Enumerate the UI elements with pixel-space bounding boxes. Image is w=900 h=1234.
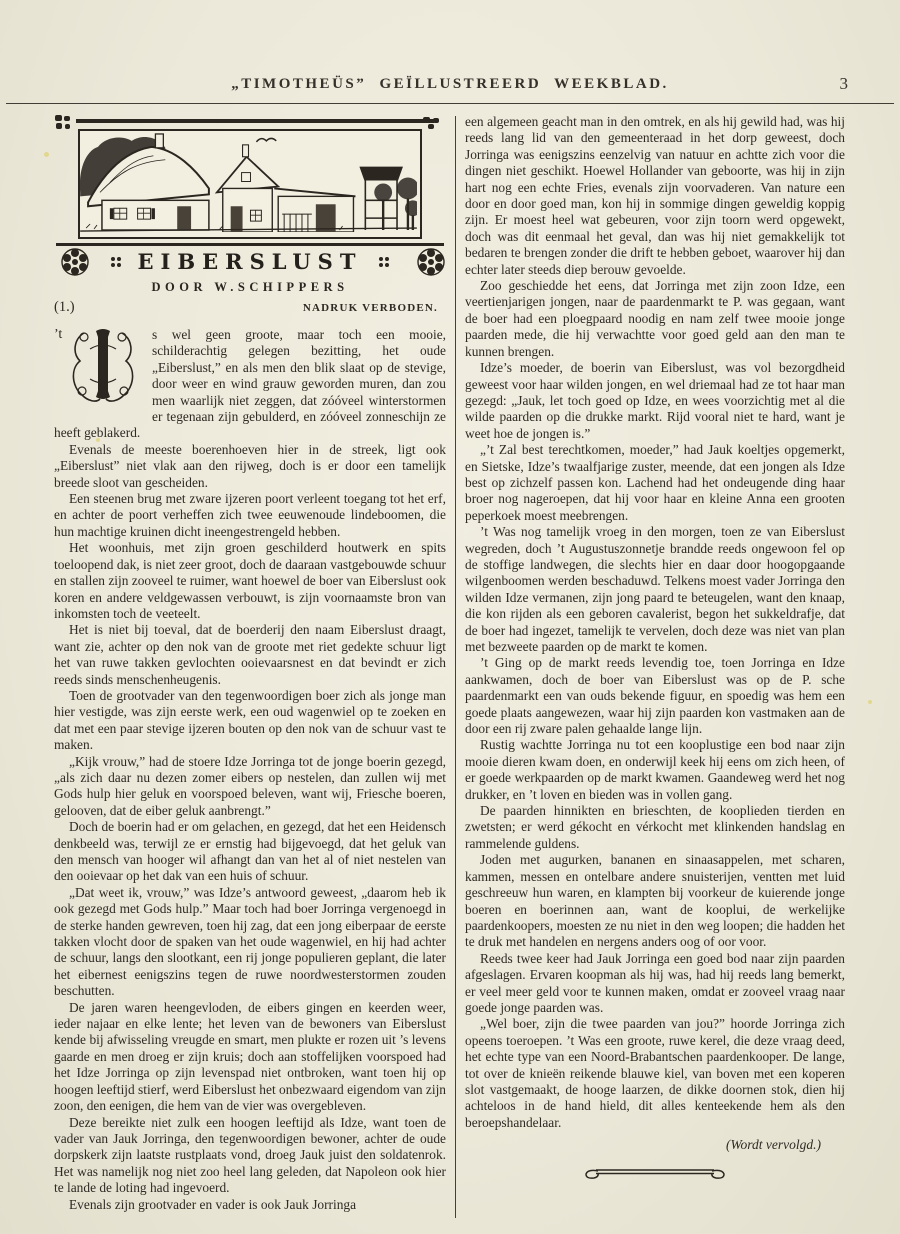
paragraph: Het woonhuis, met zijn groen geschilderd houtwerk en spits toeloopend dak, is niet zeer groot, doch de daaraan vastgebouwde schuur en stallen zijn zooveel te ruimer, want hoewel de boer van Eiberslust ook koren en andere veldgewassen verbouwt, is zijn voornaamste bron van inkomsten toch de veeteelt. <box>54 540 446 621</box>
two-column-layout <box>54 114 848 1222</box>
header-rule <box>6 103 894 104</box>
paragraph: „Wel boer, zijn die twee paarden van jou?” hoorde Jorringa zich opeens toeroepen. ’t Was een groote, ruwe kerel, die deze vraag deed, het echte type van een Noord-Brabantschen paardenkooper. De lange, tot over de knieën reikende blauwe kiel, van boven met een koperen slot vastgemaakt, de hooge laarzen, de dikke doornen stok, dien hij achteloos in de hand hield, dit alles kenteekende hem als den beroepshandelaar. <box>465 1016 845 1130</box>
left-column <box>54 114 446 1222</box>
paragraph: „Kijk vrouw,” had de stoere Idze Jorringa tot de jonge boerin gezegd, „als zich daar nu dezen zomer eibers op nestelen, dan zullen wij met Gods hulp hier geluk en voorspoed beleven, want wij, Friesche boeren, gelooven, dat de eiber geluk aanbrengt.” <box>54 753 446 818</box>
paragraph: Deze bereikte niet zulk een hoogen leeftijd als Idze, want toen de vader van Jauk Jorringa, den tegenwoordigen bewoner, achter de oude dorpskerk zijn laatste rustplaats vond, droeg Jauk juist den soldatenrok. Het was namelijk nog niet zoo heel lang geleden, dat Napoleon ook hier te lande de loting had ingevoerd. <box>54 1114 446 1196</box>
paragraph: „Dat weet ik, vrouw,” was Idze’s antwoord geweest, „daarom heb ik ook gezegd met Gods hulp.” Maar toch had boer Jorringa vergenoegd in de sterke handen gewreven, toen hij zag, dat een jong eiberpaar de eerste takken vlocht door de spaken van het oude wagenwiel, en hij had achter de schuur, langs den slootkant, een rij jonge populieren geplant, die later het eibernest eenigszins tegen de ruwe noordwesterstormen zouden beschutten. <box>54 884 446 999</box>
corner-leaf-ornament-icon <box>420 116 446 130</box>
continuation-notice: (Wordt vervolgd.) <box>726 1137 821 1153</box>
paragraph: Zoo geschiedde het eens, dat Jorringa met zijn zoon Idze, een veertienjarigen jongen, naar de paardenmarkt te P. was gegaan, want de boer had een ploegpaard noodig en nam zelf twee mooie jonge paarden mede, die hij verwachtte voor goed geld aan den man te kunnen brengen. <box>465 278 845 359</box>
paragraph: Joden met augurken, bananen en sinaasappelen, met scharen, kammen, messen en ontelbare andere snuisterijen, ventten met luid geschreeuw hun waren, en klampten bij voorkeur de kuierende jonge boeren en boerinnen aan, want de kooplui, de werkelijke paardenkoopers, moesten ze nu niet in den weg loopen; die hadden het te druk met handelen en nergens anders oog of oor voor. <box>465 852 845 950</box>
illustration-frame <box>78 129 422 239</box>
copyright-notice: NADRUK VERBODEN. <box>302 302 438 314</box>
byline: DOOR W.SCHIPPERS <box>151 280 349 294</box>
ornate-initial-I-icon <box>70 325 136 407</box>
paragraph: Idze’s moeder, de boerin van Eiberslust, was vol bezorgdheid geweest voor haar wilden jongen, en wel driemaal had ze tot haar man gezegd: „Jauk, let toch goed op Idze, en wees voorzichtig met al die wilde paarden op die drukke markt. Rijd vooral niet te hard, want je weet hoe de jongen is.” <box>465 360 845 441</box>
column-divider <box>455 116 456 1218</box>
part-number: (1.) <box>54 299 75 315</box>
paper-speck <box>868 700 872 704</box>
farmhouse-illustration <box>80 131 417 232</box>
left-column-text <box>54 327 446 1213</box>
illustration-top-rule <box>54 114 446 129</box>
paragraph: ’t Ging op de markt reeds levendig toe, toen Jorringa en Idze aankwamen, doch de boer van Eiberslust was op de P. sche paardenmarkt een van ouds bekende figuur, en spoedig was hem een goede plaats aangewezen, waar hij zijn paarden kon vastmaken aan de door een rij zware palen gehaalde lange lijn. <box>465 655 845 737</box>
paragraph: „’t Zal best terechtkomen, moeder,” had Jauk koeltjes opgemerkt, en Sietske, Idze’s twaalfjarige zuster, meende, dat een jongen als Idze best op zichzelf passen kon. Lachend had het ondeugende ding haar broer nog nageroepen, dat hij voor haar en kleine Anna een grooten peperkoek moest meebrengen. <box>465 442 845 523</box>
double-colon-icon <box>378 256 390 268</box>
illustration-meta-row <box>54 297 446 319</box>
paragraph: Evenals zijn grootvader en vader is ook Jauk Jorringa <box>69 1196 357 1212</box>
paragraph: een algemeen geacht man in den omtrek, en als hij gewild had, was hij reeds lang lid van den gemeenteraad in het dorp geweest, doch Jorringa was eenigszins eenzelvig van natuur en achtte zich voor die dingen niet geschikt. Hoewel Hollander van geboorte, was hij in zijn hart nog een echte Fries, evenals zijn voorvaderen. Van nature een door en door goed man, kon hij in sommige dingen geweldig koppig zijn. Er moest heel wat gebeuren, voor zijn toorn werd opgewekt, doch was dit eenmaal het geval, dan was hij niet gemakkelijk tot bedaren te brengen zonder die drift te hebben geboet, waarover hij dan echter later steeds diep berouw gevoelde. <box>465 114 845 277</box>
masthead-title: „TIMOTHEÜS” GEÏLLUSTREERD WEEKBLAD. <box>231 76 669 92</box>
paragraph: Rustig wachtte Jorringa nu tot een kooplustige een bod naar zijn mooie dieren kwam doen, en onderwijl keek hij eens om zich heen, of er goede werkpaarden op de markt kwamen. Gaandeweg werd het nog drukker, en ’t loven en bieden was in vollen gang. <box>465 737 845 802</box>
paragraph: Reeds twee keer had Jauk Jorringa een goed bod naar zijn paarden afgeslagen. Ervaren koopman als hij was, had hij reeds lang bemerkt, er veel meer geld voor te kunnen maken, omdat er zooveel vraag naar goede jonge paarden was. <box>465 950 845 1015</box>
paragraph: De jaren waren heengevloden, de eibers gingen en keerden weer, ieder najaar en elke lente; het leven van de bewoners van Eiberslust kende bij afwisseling vreugde en smart, men plukte er rozen uit ’s levens gaarde en men droeg er zijn kruis; doch aan stoffelijken voorspoed had het Idze Jorringa op zijn levenspad niet ontbroken, want toen hij op hoogen leeftijd stierf, werd Eiberslust het onbezwaard eigendom van zijn zoon, den eenigen, die hem van de vier was overgebleven. <box>54 999 446 1114</box>
paragraph: ’t Was nog tamelijk vroeg in den morgen, toen ze van Eiberslust wegreden, doch ’t Augustuszonnetje brandde reeds ongewoon fel op de stoffige landwegen, die slechts hier en daar door hoogopgaande wilgenboomen werden beschaduwd. Telkens moest vader Jorringa den wilden Idze vermanen, zijn jong paard te beteugelen, want den knaap, die kon rijden als een geboren cavalerist, begon het sukkeldrafje, dat de boer had ingezet, tamelijk te vervelen, doch deze was niet van plan met bezweete paarden op de markt te komen. <box>465 524 845 654</box>
paragraph: Het is niet bij toeval, dat de boerderij den naam Eiberslust draagt, want zie, achter op den nok van de groote met riet gedekte schuur ligt het van ruwe takken gevlochten ooievaarsnest en dat bevindt er zich reeds sinds menschenheugenis. <box>54 622 446 687</box>
heavy-rule <box>76 119 434 123</box>
paper-speck <box>44 152 49 157</box>
paragraph-text: s wel geen groote, maar toch een mooie, schilderachtig gelegen bezitting, het oude „Eiberslust,” en als men den blik slaat op de stevige, door weer en wind grauw geworden muren, dan zou men waarlijk niet zeggen, dat zóóveel winterstormen er tegenaan zijn gebulderd, en zóóveel zonneschijn ze heeft geblakerd. <box>54 327 446 441</box>
paragraph: De paarden hinnikten en brieschten, de kooplieden tierden en zwetsten; er werd gékocht en vérkocht met klinkenden handslag en rammelende guldens. <box>465 803 845 851</box>
paragraph: Evenals de meeste boerenhoeven hier in de streek, ligt ook „Eiberslust” niet vlak aan den rijweg, doch is er door een tamelijk breede sloot van gescheiden. <box>54 441 446 490</box>
paragraph: Toen de grootvader van den tegenwoordigen boer zich als jonge man hier vestigde, was zijn eerste werk, een oud wagenwiel op te zoeken en dat met een paar stevige ijzeren bouten op den nok van de schuur vast te maken. <box>54 687 446 753</box>
end-divider <box>465 1165 845 1186</box>
double-colon-icon <box>110 256 122 268</box>
drop-cap-block <box>54 329 148 411</box>
page-number: 3 <box>839 74 848 93</box>
lead-prefix: ’t <box>54 327 63 342</box>
ivy-rosette-icon <box>416 247 446 277</box>
right-column <box>465 114 845 1222</box>
scroll-rule-icon <box>580 1165 730 1181</box>
story-title-row <box>54 245 446 279</box>
paragraph <box>54 327 446 442</box>
paragraph: Doch de boerin had er om gelachen, en gezegd, dat het een Heidensch denkbeeld was, terwijl ze er ernstig had bijgevoegd, dat het geluk van den mensch van hooger wil afhangt dan van het al of niet nestelen van den ooievaar op het dak van een huis of schuur. <box>54 819 446 884</box>
paragraph: Een steenen brug met zware ijzeren poort verleent toegang tot het erf, en achter de poort verheffen zich twee eeuwenoude lindeboomen, die hun machtige kruinen dicht ineengestrengeld hebben. <box>54 491 446 539</box>
story-title: EIBERSLUST <box>137 249 363 274</box>
